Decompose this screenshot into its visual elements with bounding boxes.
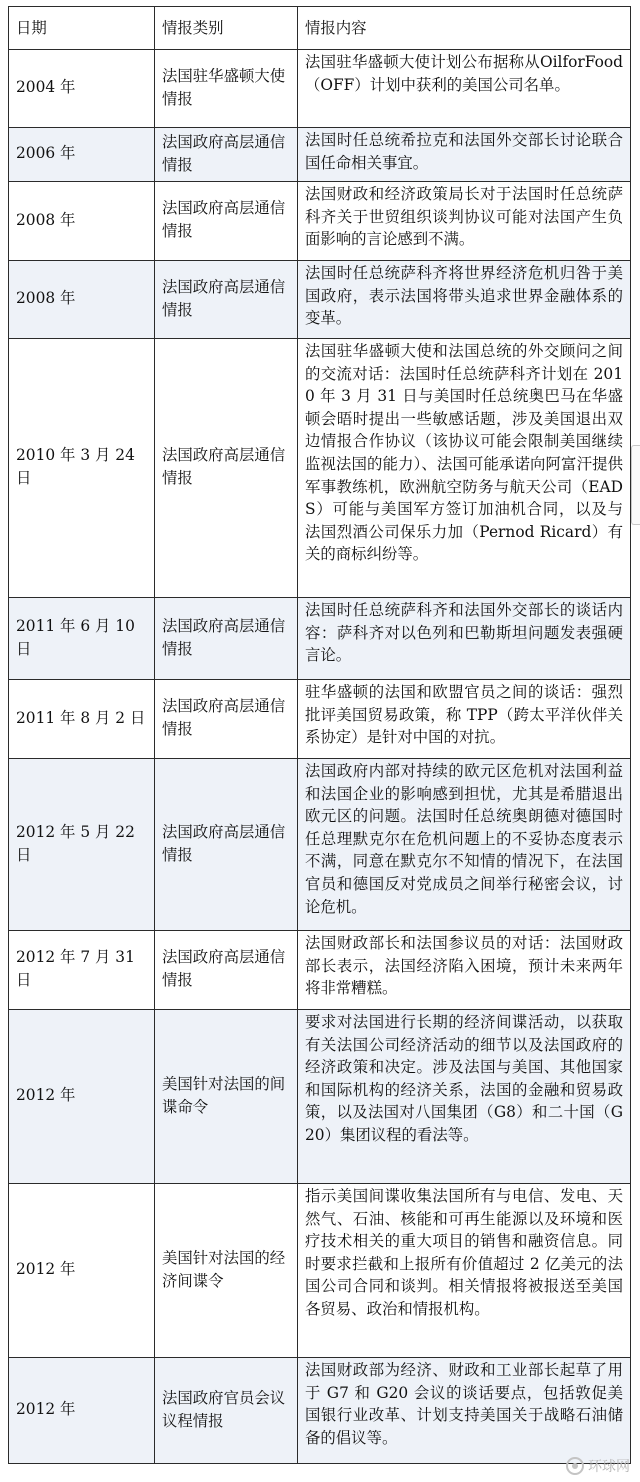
table-row <box>9 128 631 182</box>
row-category: 美国针对法国的间谍命令 <box>155 1010 298 1184</box>
row-content: 法国驻华盛顿大使计划公布据称从OilforFood（OFF）计划中获利的美国公司名单。 <box>298 50 631 128</box>
row-content: 法国财政部长和法国参议员的对话：法国财政部长表示，法国经济陷入困境，预计未来两年将非常糟糕。 <box>298 931 631 1010</box>
header-category: 情报类别 <box>155 7 298 50</box>
scroll-handle[interactable] <box>631 445 640 525</box>
table-row <box>9 759 631 931</box>
row-date: 2011 年 6 月 10 日 <box>9 598 155 680</box>
row-date: 2008 年 <box>9 182 155 261</box>
row-date: 2004 年 <box>9 50 155 128</box>
row-content: 法国时任总统萨科齐和法国外交部长的谈话内容：萨科齐对以色列和巴勒斯坦问题发表强硬言论。 <box>298 598 631 680</box>
row-content: 驻华盛顿的法国和欧盟官员之间的谈话：强烈批评美国贸易政策，称 TPP（跨太平洋伙伴关系协定）是针对中国的对抗。 <box>298 680 631 759</box>
table-row <box>9 182 631 261</box>
row-content: 法国时任总统希拉克和法国外交部长讨论联合国任命相关事宜。 <box>298 128 631 182</box>
table-row <box>9 931 631 1010</box>
row-category: 法国政府高层通信情报 <box>155 339 298 598</box>
row-content: 法国财政和经济政策局长对于法国时任总统萨科齐关于世贸组织谈判协议可能对法国产生负面影响的言论感到不满。 <box>298 182 631 261</box>
row-date: 2011 年 8 月 2 日 <box>9 680 155 759</box>
row-content: 法国财政部为经济、财政和工业部长起草了用于 G7 和 G20 会议的谈话要点，包括敦促美国银行业改革、计划支持美国关于战略石油储备的倡议等。 <box>298 1358 631 1464</box>
row-category: 法国政府高层通信情报 <box>155 931 298 1010</box>
row-category: 法国驻华盛顿大使情报 <box>155 50 298 128</box>
table-header-row <box>9 7 631 50</box>
intelligence-table-container <box>8 6 630 1464</box>
watermark-text: 环球网 <box>588 1459 630 1475</box>
row-content: 要求对法国进行长期的经济间谍活动，以获取有关法国公司经济活动的细节以及法国政府的经济政策和决定。涉及法国与美国、其他国家和国际机构的经济关系，法国的金融和贸易政策，以及法国对八国集团（G8）和二十国（G20）集团议程的看法等。 <box>298 1010 631 1184</box>
row-date: 2012 年 <box>9 1010 155 1184</box>
row-date: 2012 年 7 月 31 日 <box>9 931 155 1010</box>
intelligence-table <box>8 6 631 1464</box>
row-category: 法国政府高层通信情报 <box>155 680 298 759</box>
table-row <box>9 1010 631 1184</box>
table-row <box>9 680 631 759</box>
table-row <box>9 1358 631 1464</box>
row-date: 2012 年 <box>9 1184 155 1358</box>
row-category: 法国政府高层通信情报 <box>155 759 298 931</box>
row-date: 2006 年 <box>9 128 155 182</box>
table-row <box>9 339 631 598</box>
row-date: 2008 年 <box>9 261 155 339</box>
table-row <box>9 598 631 680</box>
row-category: 美国针对法国的经济间谍令 <box>155 1184 298 1358</box>
row-category: 法国政府高层通信情报 <box>155 598 298 680</box>
row-content: 法国驻华盛顿大使和法国总统的外交顾问之间的交流对话：法国时任总统萨科齐计划在 2010 年 3 月 31 日与美国时任总统奥巴马在华盛顿会晤时提出一些敏感话题，涉及美国退出双边情报合作协议（该协议可能会限制美国继续监视法国的能力）、法国可能承诺向阿富汗提供军事教练机，欧洲航空防务与航天公司（EADS）可能与美国军方签订加油机合同，以及与法国烈酒公司保乐力加（Pernod Ricard）有关的商标纠纷等。 <box>298 339 631 598</box>
row-content: 法国政府内部对持续的欧元区危机对法国利益和法国企业的影响感到担忧，尤其是希腊退出欧元区的问题。法国时任总统奥朗德对德国时任总理默克尔在危机问题上的不妥协态度表示不满，同意在默克尔不知情的情况下，在法国官员和德国反对党成员之间举行秘密会议，讨论危机。 <box>298 759 631 931</box>
table-row <box>9 1184 631 1358</box>
row-category: 法国政府高层通信情报 <box>155 128 298 182</box>
row-date: 2012 年 <box>9 1358 155 1464</box>
row-category: 法国政府高层通信情报 <box>155 261 298 339</box>
table-row <box>9 50 631 128</box>
row-date: 2012 年 5 月 22 日 <box>9 759 155 931</box>
row-content: 法国时任总统萨科齐将世界经济危机归咎于美国政府，表示法国将带头追求世界金融体系的变革。 <box>298 261 631 339</box>
globe-logo-icon <box>566 1457 584 1475</box>
table-row <box>9 261 631 339</box>
row-content: 指示美国间谍收集法国所有与电信、发电、天然气、石油、核能和可再生能源以及环境和医疗技术相关的重大项目的销售和融资信息。同时要求拦截和上报所有价值超过 2 亿美元的法国公司合同和谈判。相关情报将被报送至美国各贸易、政治和情报机构。 <box>298 1184 631 1358</box>
row-category: 法国政府高层通信情报 <box>155 182 298 261</box>
row-date: 2010 年 3 月 24 日 <box>9 339 155 598</box>
header-content: 情报内容 <box>298 7 631 50</box>
row-category: 法国政府官员会议议程情报 <box>155 1358 298 1464</box>
source-watermark <box>566 1456 630 1476</box>
header-date: 日期 <box>9 7 155 50</box>
